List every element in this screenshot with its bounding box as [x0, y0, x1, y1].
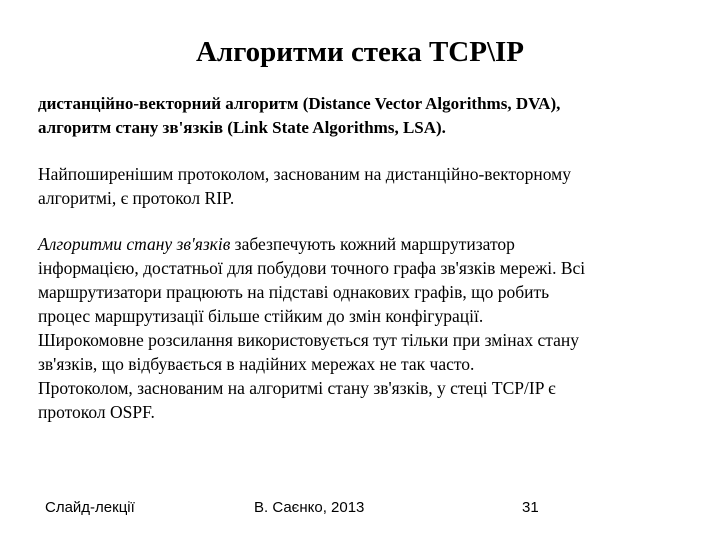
lsa-italic-term: Алгоритми стану зв'язків — [38, 234, 231, 254]
rip-line-2: алгоритмі, є протокол RIP. — [38, 188, 235, 208]
lsa-paragraph-line-4: процес маршрутизації більше стійким до змін конфігурації. — [38, 306, 484, 326]
spacer — [38, 210, 688, 232]
slide-body — [38, 92, 688, 424]
footer-course-label: Слайд-лекції — [45, 499, 135, 516]
lsa-paragraph-line-3: маршрутизатори працюють на підставі однакових графів, що робить — [38, 282, 550, 302]
rip-line-1: Найпоширенішим протоколом, заснованим на дистанційно-векторному — [38, 164, 572, 184]
slide-title: Алгоритми стека TCP\IP — [195, 36, 525, 68]
lsa-paragraph-line-7: Протоколом, заснованим на алгоритмі стану зв'язків, у стеці TCP/IP є — [38, 378, 556, 398]
lsa-paragraph-line-2: інформацією, достатньої для побудови точного графа зв'язків мережі. Всі — [38, 258, 586, 278]
spacer — [38, 140, 688, 162]
lsa-paragraph-line-1 — [38, 232, 688, 256]
lsa-paragraph-line-6: зв'язків, що відбувається в надійних мережах не так часто. — [38, 354, 475, 374]
footer-author: В. Саєнко, 2013 — [254, 499, 365, 516]
lsa-line-1-rest: забезпечують кожний маршрутизатор — [230, 234, 515, 254]
lsa-paragraph-line-8: протокол OSPF. — [38, 402, 155, 422]
bold-line-dva: дистанційно-векторний алгоритм (Distance Vector Algorithms, DVA), — [38, 94, 561, 113]
bold-line-lsa: алгоритм стану зв'язків (Link State Algorithms, LSA). — [38, 118, 446, 137]
lsa-paragraph-line-5: Широкомовне розсилання використовується тут тільки при змінах стану — [38, 330, 580, 350]
footer-page-number: 31 — [522, 499, 539, 516]
